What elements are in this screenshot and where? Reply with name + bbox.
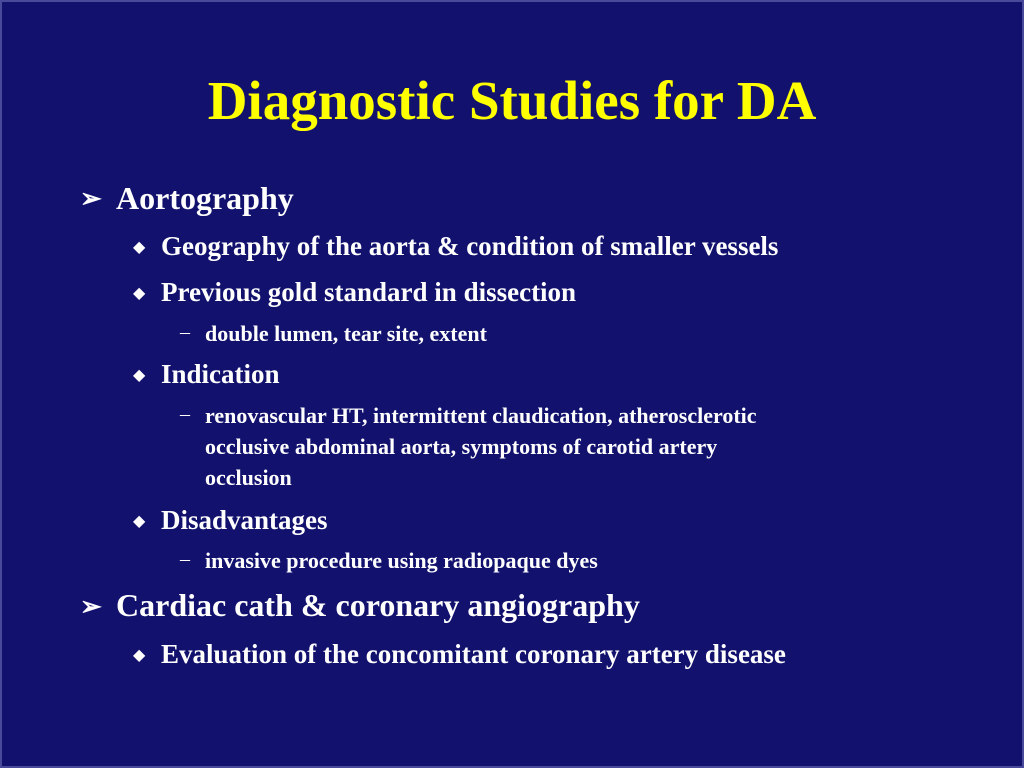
diamond-bullet-icon: ◆ — [133, 647, 146, 664]
dash-bullet-icon: – — [180, 403, 190, 425]
bullet-item: Evaluation of the concomitant coronary artery disease — [161, 639, 786, 669]
diamond-bullet-icon: ◆ — [133, 239, 146, 256]
bullet-item: Indication — [161, 359, 280, 389]
bullet-item: Previous gold standard in dissection — [161, 277, 577, 307]
slide-content — [2, 2, 1024, 768]
arrow-bullet-icon: ➢ — [80, 592, 102, 621]
bullet-item-continued: occlusive abdominal aorta, symptoms of carotid artery — [205, 434, 718, 459]
diamond-bullet-icon: ◆ — [133, 285, 146, 302]
dash-bullet-icon: – — [180, 548, 190, 570]
arrow-bullet-icon: ➢ — [80, 184, 102, 213]
dash-bullet-icon: – — [180, 321, 190, 343]
bullet-item: Geography of the aorta & condition of smaller vessels — [161, 231, 779, 261]
bullet-item: Aortography — [116, 180, 294, 216]
bullet-item: double lumen, tear site, extent — [205, 321, 487, 346]
diamond-bullet-icon: ◆ — [133, 513, 146, 530]
bullet-item: renovascular HT, intermittent claudication, atherosclerotic — [205, 403, 757, 428]
bullet-item: Disadvantages — [161, 505, 328, 535]
bullet-item-continued: occlusion — [205, 465, 292, 490]
bullet-item: invasive procedure using radiopaque dyes — [205, 548, 598, 573]
slide-title: Diagnostic Studies for DA — [207, 70, 817, 131]
bullet-item: Cardiac cath & coronary angiography — [116, 587, 640, 623]
diamond-bullet-icon: ◆ — [133, 367, 146, 384]
